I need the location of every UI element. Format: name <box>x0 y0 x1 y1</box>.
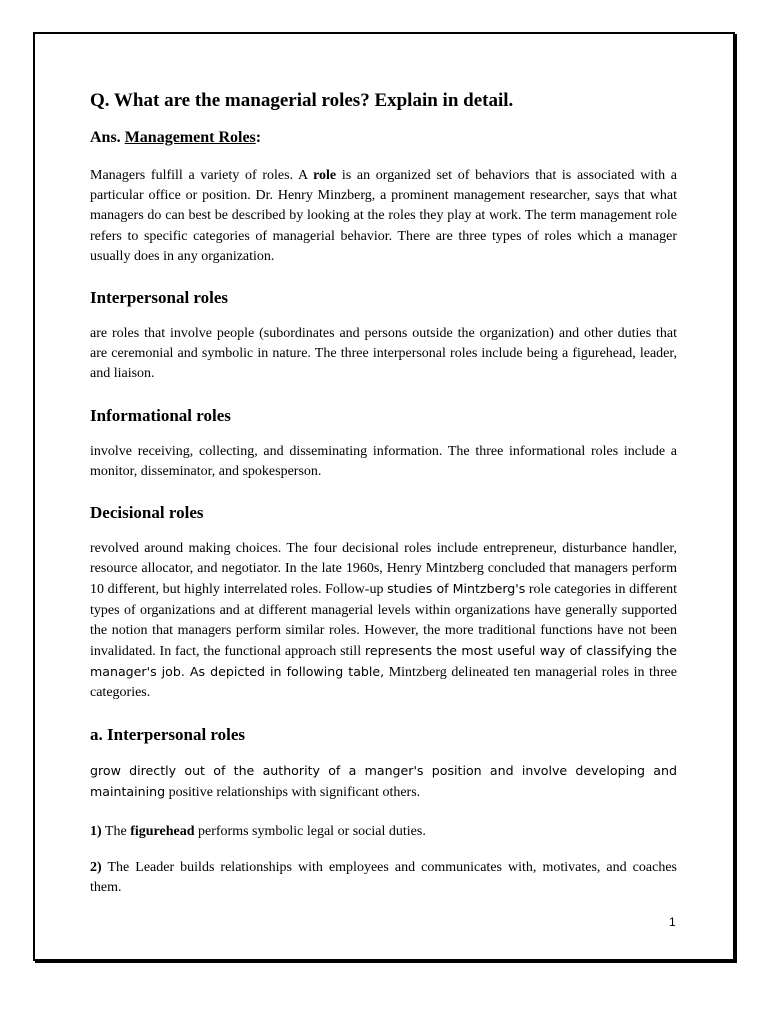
a-interpersonal-roles-heading: a. Interpersonal roles <box>90 724 246 744</box>
page-number: 1 <box>669 915 676 929</box>
intro-text-2: is an organized set of behaviors that is associated with a particular office or position. Dr. Henry Minzberg, a prominent management researcher, says that what managers do can best be described by looking at the roles they play at work. The term management role refers to specific categories of managerial behavior. There are three types of roles which a manager usually does in any organization. <box>90 168 678 264</box>
decisional-text-5: Mintzberg delineated ten managerial roles in three categories. <box>90 665 677 701</box>
intro-text-1: Managers fulfill a variety of roles. A <box>90 168 314 183</box>
item-text-pre: The <box>101 824 131 840</box>
answer-heading <box>90 126 677 150</box>
item-number: 1) <box>90 824 102 840</box>
intro-bold-role: role <box>313 168 337 183</box>
item-number: 2) <box>90 860 102 876</box>
answer-prefix: Ans. <box>90 129 121 146</box>
answer-title: Management Roles <box>124 129 256 146</box>
a-interpersonal-roles-text <box>90 761 677 803</box>
question-heading: Q. What are the managerial roles? Explain in detail. <box>90 90 514 111</box>
decisional-roles-text <box>90 539 677 704</box>
item-text: The Leader builds relationships with employees and communicates with, motivates, and coaches them. <box>90 860 677 896</box>
item-text-post: performs symbolic legal or social duties. <box>194 824 426 840</box>
answer-colon: : <box>255 129 262 146</box>
decisional-roles-heading: Decisional roles <box>90 503 204 523</box>
decisional-text-3: role categories in different types of organizations and at different managerial levels within organizations have generally supported the notion that managers perform similar roles. However, the more traditional functions have not been invalidated. In fact, the functional approach still <box>90 582 678 660</box>
decisional-text-4: represents the most useful way of classifying the manager's job. As depicted in following table, <box>90 643 677 680</box>
intro-paragraph <box>90 166 677 267</box>
list-item <box>90 858 677 898</box>
interpersonal-roles-heading: Interpersonal roles <box>90 288 229 308</box>
a-interpersonal-text-2: positive relationships with significant others. <box>165 784 421 800</box>
interpersonal-roles-text: are roles that involve people (subordinates and persons outside the organization) and other duties that are ceremonial and symbolic in nature. The three interpersonal roles include being a figurehead, leader, and liaison. <box>90 326 677 382</box>
item-bold-figurehead: figurehead <box>130 824 195 840</box>
decisional-text-2: studies of Mintzberg's <box>387 581 526 597</box>
a-interpersonal-text-1: grow directly out of the authority of a manger's position and involve developing and maintaining <box>90 762 677 799</box>
decisional-text-1: revolved around making choices. The four decisional roles include entrepreneur, disturbance handler, resource allocator, and negotiator. In the late 1960s, Henry Mintzberg concluded that managers perform 10 different, but highly interrelated roles. Follow-up <box>90 541 677 598</box>
informational-roles-text: involve receiving, collecting, and disseminating information. The three informational roles include a monitor, disseminator, and spokesperson. <box>90 443 677 479</box>
document-body <box>90 88 677 915</box>
list-item <box>90 822 677 842</box>
informational-roles-heading: Informational roles <box>90 405 231 425</box>
